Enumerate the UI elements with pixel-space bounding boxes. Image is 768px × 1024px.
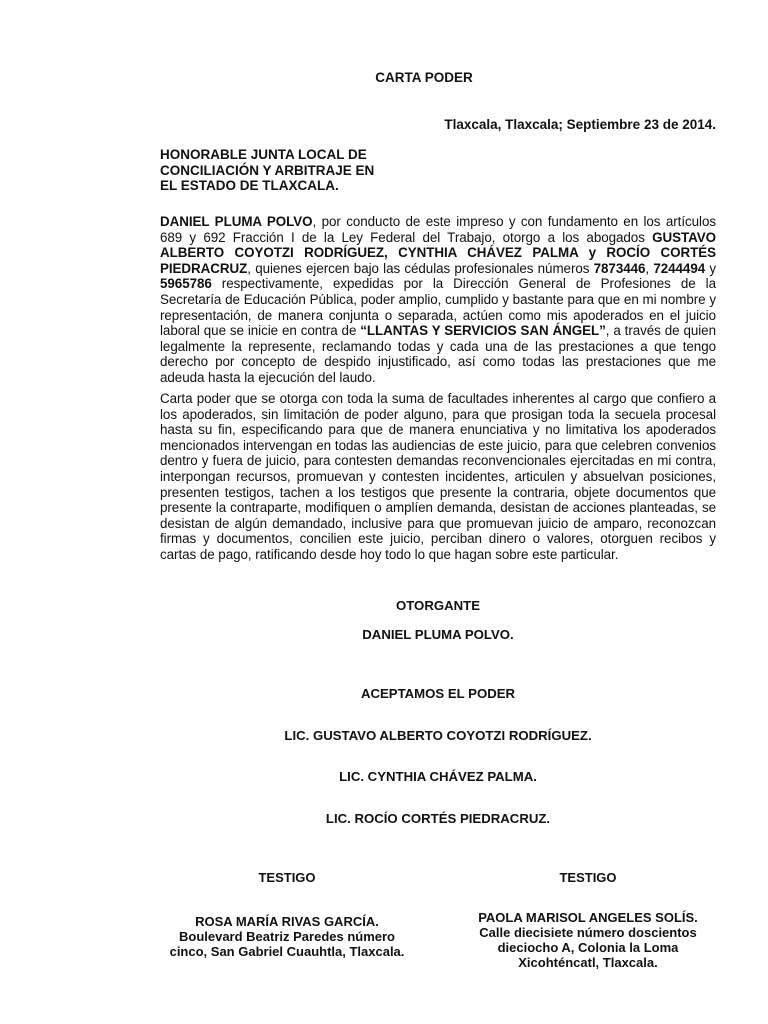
document-date: Tlaxcala, Tlaxcala; Septiembre 23 de 2014. [444,117,716,132]
witness-name: PAOLA MARISOL ANGELES SOLÍS. [478,910,698,925]
addressee-line: HONORABLE JUNTA LOCAL DE [160,147,367,162]
witness-address-line: dieciocho A, Colonia la Loma [497,940,679,955]
witness-address-line: Calle diecisiete número doscientos [479,925,697,940]
witness-label: TESTIGO [258,870,316,885]
license-number: 7244494 [653,260,706,276]
lawyer-signature: LIC. GUSTAVO ALBERTO COYOTZI RODRÍGUEZ. [284,728,592,743]
witness-block [438,910,738,970]
body-paragraph-grant [160,214,716,386]
paragraph-text: y [705,260,717,276]
addressee-line: CONCILIACIÓN Y ARBITRAJE EN [160,162,375,178]
addressee-block [160,147,374,194]
lawyer-signature: LIC. ROCÍO CORTÉS PIEDRACRUZ. [325,811,551,826]
paragraph-text: , quienes ejercen bajo las cédulas profesionales números [247,260,594,276]
license-number: 7873446 [593,260,646,276]
otorgante-name: DANIEL PLUMA POLVO. [362,627,514,642]
addressee-line: EL ESTADO DE TLAXCALA. [160,178,339,193]
grantor-name: DANIEL PLUMA POLVO [160,214,313,229]
witness-address-line: Xicohténcatl, Tlaxcala. [518,955,658,970]
otorgante-label: OTORGANTE [395,598,480,613]
paragraph-text: , [645,260,654,276]
aceptamos-label: ACEPTAMOS EL PODER [360,686,516,701]
company-name: “LLANTAS Y SERVICIOS SAN ÁNGEL” [360,323,606,339]
witness-name: ROSA MARÍA RIVAS GARCÍA. [195,914,379,929]
license-number: 5965786 [160,276,212,292]
paragraph-text: , a través de quien legalmente la represente, reclamando todas y cada una de las prestaciones a que tengo derecho por concepto de despido injustificado, así como todas las prestaciones que me adeuda hasta la ejecución del laudo. [160,323,716,385]
lawyer-signature: LIC. CYNTHIA CHÁVEZ PALMA. [339,769,537,784]
paragraph-text: respectivamente, expedidas por la Dirección General de Profesiones de la Secretaría de Educación Pública, poder amplio, cumplido y bastante para que en mi nombre y representación, de manera conjunta o separada, actúen como mis apoderados en el juicio laboral que se inicie en contra de [160,276,716,339]
witness-address-line: cinco, San Gabriel Cuauhtla, Tlaxcala. [169,944,405,959]
paragraph-text: , por conducto de este impreso y con fundamento en los artículos 689 y 692 Fracción I de la Ley Federal del Trabajo, otorgo a los abogados [160,214,716,245]
body-paragraph-powers: Carta poder que se otorga con toda la suma de facultades inherentes al cargo que confiero a los apoderados, sin limitación de poder alguno, para que prosigan toda la secuela procesal hasta su fin, especificando para que de manera enunciativa y no limitativa los apoderados mencionados intervengan en todas las audiencias de este juicio, para que celebren convenios dentro y fuera de juicio, para contesten demandas reconvencionales ejercitadas en mi contra, interpongan recursos, promuevan y contesten incidentes, articulen y absuelvan posiciones, presenten testigos, tachen a los testigos que presente la contraria, objete documentos que presente la contraparte, modifiquen o amplíen demanda, desistan de acciones planteadas, se desistan de algún demandado, inclusive para que promuevan juicio de amparo, reconozcan firmas y documentos, concilien este juicio, perciban dinero o valores, otorguen recibos y cartas de pago, ratificando desde hoy todo lo que hagan sobre este particular. [160,391,716,562]
attorney-names: GUSTAVO ALBERTO COYOTZI RODRÍGUEZ, CYNTHIA CHÁVEZ PALMA y ROCÍO CORTÉS PIEDRACRUZ [160,229,716,276]
witness-block [137,914,437,959]
witness-label: TESTIGO [559,870,617,885]
witness-address-line: Boulevard Beatriz Paredes número [178,929,396,944]
document-title: CARTA PODER [375,70,473,85]
